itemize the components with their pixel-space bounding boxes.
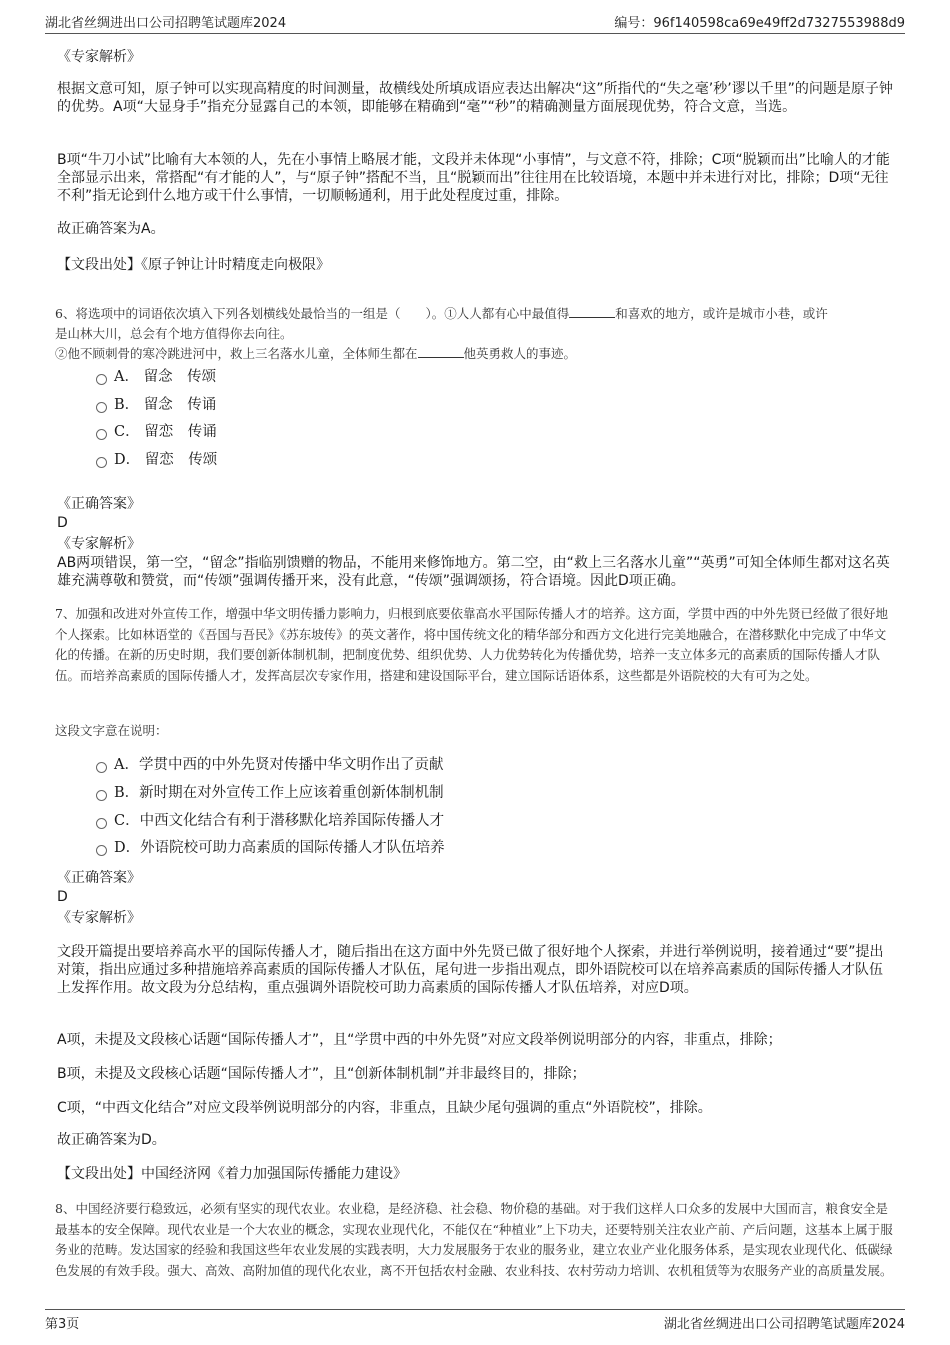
document-id: 编号：96f140598ca69e49ff2d7327553988d9 xyxy=(614,16,905,31)
answer-statement: 故正确答案为A。 xyxy=(57,221,165,237)
question-prompt: 这段文字意在说明： xyxy=(55,723,168,738)
source-citation: 【文段出处】中国经济网《着力加强国际传播能力建设》 xyxy=(57,1166,407,1182)
header-divider xyxy=(45,33,905,34)
radio-icon[interactable] xyxy=(96,762,107,773)
option-c[interactable]: C． 留恋 传诵 xyxy=(96,422,217,442)
answer-heading: 《正确答案》 xyxy=(57,870,141,886)
header-title: 湖北省丝绸进出口公司招聘笔试题库2024 xyxy=(45,16,287,31)
option-c[interactable]: C． 中西文化结合有利于潜移默化培养国际传播人才 xyxy=(96,811,444,831)
fill-blank xyxy=(569,305,615,318)
correct-answer: D xyxy=(57,515,68,531)
stem-text: 是山林大川，总会有个地方值得你去向往。 xyxy=(55,326,293,341)
analysis-paragraph: B项，未提及文段核心话题“国际传播人才”，且“创新体制机制”并非最终目的，排除； xyxy=(57,1066,586,1082)
radio-icon[interactable] xyxy=(96,845,107,856)
question-stem: 7、加强和改进对外宣传工作，增强中华文明传播力影响力，归根到底要依靠高水平国际传播人才的培养。这方面，学贯中西的中外先贤已经做了很好地个人探索。比如林语堂的《吾国与吾民》《苏东坡传》的英文著作，将中国传统文化的精华部分和西方文化进行完美地融合，在潜移默化中完成了中华文化的传播。在新的历史时期，我们要创新体制机制，把制度优势、组织优势、人力优势转化为传播优势，培养一支立体多元的高素质的国际传播人才队伍。而培养高素质的国际传播人才，发挥高层次专家作用，搭建和建设国际平台，建立国际话语体系，这些都是外语院校的大有可为之处。 xyxy=(55,606,888,683)
analysis-paragraph: B项“牛刀小试”比喻有大本领的人，先在小事情上略展才能，文段并未体现“小事情”，与文意不符，排除；C项“脱颖而出”比喻人的才能全部显示出来，常搭配“有才能的人”，与“原子钟”搭配不当，且“脱颖而出”往往用在比较语境，本题中并未进行对比，排除；D项“无往不利”指无论到什么地方或干什么事情，一切顺畅通利，用于此处程度过重，排除。 xyxy=(57,152,890,204)
source-citation: 【文段出处】《原子钟让计时精度走向极限》 xyxy=(57,257,330,273)
analysis-paragraph: AB两项错误，第一空，“留念”指临别馈赠的物品，不能用来修饰地方。第二空，由“救上三名落水儿童”“英勇”可知全体师生都对这名英雄充满尊敬和赞赏，而“传颂”强调传播开来，没有此意，“传颂”强调颂扬，符合语境。因此D项正确。 xyxy=(57,555,890,589)
radio-icon[interactable] xyxy=(96,402,107,413)
option-b[interactable]: B． 新时期在对外宣传工作上应该着重创新体制机制 xyxy=(96,783,444,803)
stem-text: 他英勇救人的事迹。 xyxy=(463,346,577,361)
stem-text: 6、将选项中的词语依次填入下列各划横线处最恰当的一组是（ ）。①人人都有心中最值得 xyxy=(55,306,570,321)
analysis-heading: 《专家解析》 xyxy=(57,49,141,65)
stem-text: ②他不顾刺骨的寒冷跳进河中，救上三名落水儿童，全体师生都在 xyxy=(55,346,418,361)
answer-statement: 故正确答案为D。 xyxy=(57,1132,166,1148)
analysis-heading: 《专家解析》 xyxy=(57,910,141,926)
fill-blank xyxy=(418,345,464,358)
option-d[interactable]: D． 留恋 传颂 xyxy=(96,450,217,470)
analysis-paragraph: C项，“中西文化结合”对应文段举例说明部分的内容，非重点，且缺少尾句强调的重点“外语院校”，排除。 xyxy=(57,1100,712,1116)
page-number: 第3页 xyxy=(45,1317,80,1332)
option-a[interactable]: A． 学贯中西的中外先贤对传播中华文明作出了贡献 xyxy=(96,755,443,775)
footer-title: 湖北省丝绸进出口公司招聘笔试题库2024 xyxy=(663,1317,905,1332)
analysis-paragraph: 根据文意可知，原子钟可以实现高精度的时间测量，故横线处所填成语应表达出解决“这”所指代的“失之毫’秒’谬以千里”的问题是原子钟的优势。A项“大显身手”指充分显露自己的本领，即能够在精确到“毫”“秒”的精确测量方面展现优势，符合文意，当选。 xyxy=(57,81,893,115)
correct-answer: D xyxy=(57,889,68,905)
radio-icon[interactable] xyxy=(96,790,107,801)
option-a[interactable]: A． 留念 传颂 xyxy=(96,367,216,387)
answer-heading: 《正确答案》 xyxy=(57,496,141,512)
radio-icon[interactable] xyxy=(96,429,107,440)
option-d[interactable]: D． 外语院校可助力高素质的国际传播人才队伍培养 xyxy=(96,838,445,858)
radio-icon[interactable] xyxy=(96,374,107,385)
analysis-heading: 《专家解析》 xyxy=(57,536,141,552)
analysis-paragraph: 文段开篇提出要培养高水平的国际传播人才，随后指出在这方面中外先贤已做了很好地个人探索，并进行举例说明，接着通过“要”提出对策，指出应通过多种措施培养高素质的国际传播人才队伍，尾句进一步指出观点，即外语院校可以在培养高素质的国际传播人才队伍上发挥作用。故文段为分总结构，重点强调外语院校可助力高素质的国际传播人才队伍培养，对应D项。 xyxy=(57,944,884,996)
footer-divider xyxy=(45,1309,905,1310)
analysis-paragraph: A项，未提及文段核心话题“国际传播人才”，且“学贯中西的中外先贤”对应文段举例说明部分的内容，非重点，排除； xyxy=(57,1032,782,1048)
stem-text: 和喜欢的地方，或许是城市小巷，或许 xyxy=(615,306,828,321)
option-b[interactable]: B． 留念 传诵 xyxy=(96,395,216,415)
question-stem: 8、中国经济要行稳致远，必须有坚实的现代农业。农业稳，是经济稳、社会稳、物价稳的基础。对于我们这样人口众多的发展中大国而言，粮食安全是最基本的安全保障。现代农业是一个大农业的概念，实现农业现代化，不能仅在“种植业”上下功夫，还要特别关注农业产前、产后问题，这基本上属于服务业的范畴。发达国家的经验和我国这些年农业发展的实践表明，大力发展服务于农业的服务业，建立农业产业化服务体系，是实现农业现代化、低碳绿色发展的有效手段。强大、高效、高附加值的现代化农业，离不开包括农村金融、农业科技、农村劳动力培训、农机租赁等为农服务产业的高质量发展。 xyxy=(55,1201,893,1278)
radio-icon[interactable] xyxy=(96,818,107,829)
question-stem xyxy=(55,304,893,364)
radio-icon[interactable] xyxy=(96,457,107,468)
